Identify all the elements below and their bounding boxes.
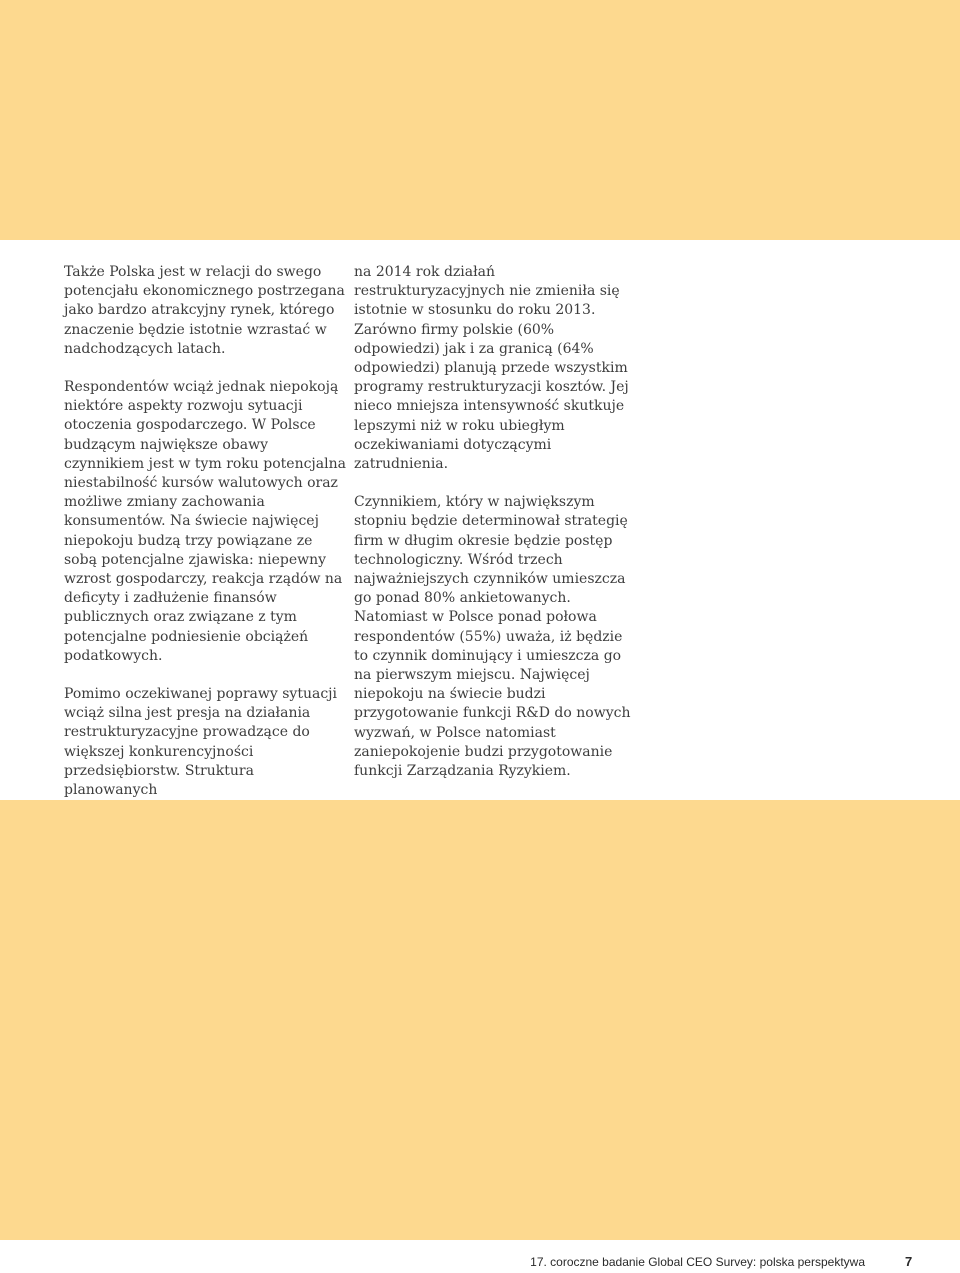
left-paragraph-2: Respondentów wciąż jednak niepokoją niektóre aspekty rozwoju sytuacji otoczenia gospodarczego. W Polsce budzącym największe obawy czynnikiem jest w tym roku potencjalna niestabilność kursów walutowych oraz możliwe zmiany zachowania konsumentów. Na świecie najwięcej niepokoju budzą trzy powiązane ze sobą potencjalne zjawiska: niepewny wzrost gospodarczy, reakcja rządów na deficyty i zadłużenie finansów publicznych oraz związane z tym potencjalne podniesienie obciążeń podatkowych. — [64, 379, 346, 664]
left-text-column — [64, 263, 349, 819]
right-text-column — [354, 263, 639, 800]
right-paragraph-2: Czynnikiem, który w największym stopniu będzie determinował strategię firm w długim okresie będzie postęp technologiczny. Wśród trzech najważniejszych czynników umieszcza go ponad 80% ankietowanych. Natomiast w Polsce ponad połowa respondentów (55%) uważa, iż będzie to czynnik dominujący i umieszcza go na pierwszym miejscu. Najwięcej niepokoju na świecie budzi przygotowanie funkcji R&D do nowych wyzwań, w Polsce natomiast zaniepokojenie budzi przygotowanie funkcji Zarządzania Ryzykiem. — [354, 494, 631, 780]
top-color-band — [0, 0, 960, 240]
left-paragraph-3: Pomimo oczekiwanej poprawy sytuacji wciąż silna jest presja na działania restrukturyzacyjne prowadzące do większej konkurencyjności przedsiębiorstw. Struktura planowanych — [64, 686, 337, 799]
page-number: 7 — [905, 1254, 913, 1269]
right-paragraph-1: na 2014 rok działań restrukturyzacyjnych nie zmieniła się istotnie w stosunku do roku 2013. Zarówno firmy polskie (60% odpowiedzi) jak i za granicą (64% odpowiedzi) planują przede wszystkim programy restrukturyzacji kosztów. Jej nieco mniejsza intensywność skutkuje lepszymi niż w roku ubiegłym oczekiwaniami dotyczącymi zatrudnienia. — [354, 264, 629, 473]
left-paragraph-1: Także Polska jest w relacji do swego potencjału ekonomicznego postrzegana jako bardzo atrakcyjny rynek, którego znaczenie będzie istotnie wzrastać w nadchodzących latach. — [64, 264, 345, 357]
footer-title: 17. coroczne badanie Global CEO Survey: polska perspektywa — [530, 1255, 865, 1269]
page-footer — [0, 1252, 960, 1273]
bottom-color-band — [0, 800, 960, 1240]
